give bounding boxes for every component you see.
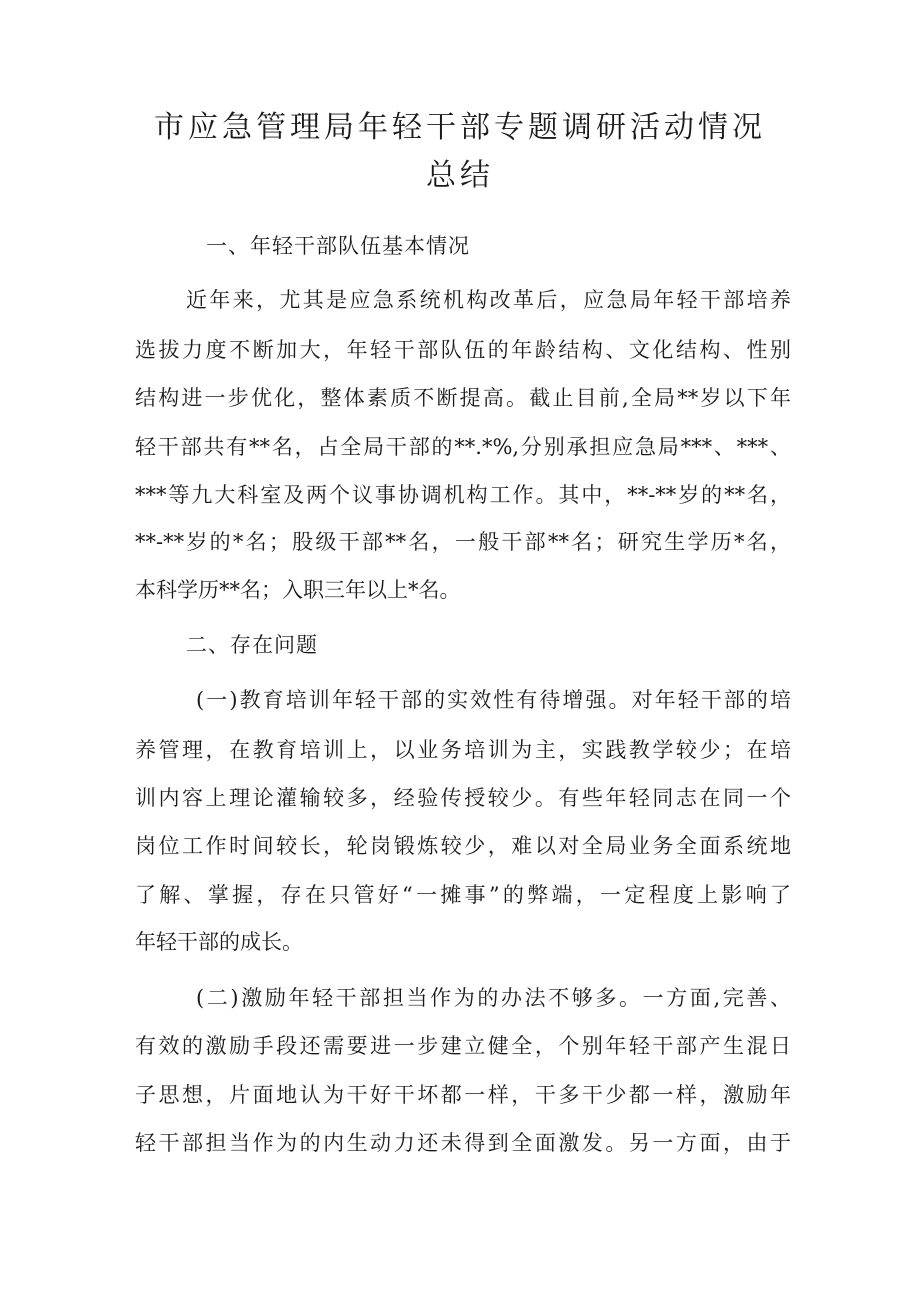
- section-1-line: **-**岁的*名；股级干部**名，一般干部**名；研究生学历*名，: [135, 530, 791, 554]
- section-2-heading: 二、存在问题: [186, 633, 318, 657]
- document-title-line-1: 市应急管理局年轻干部专题调研活动情况: [154, 110, 766, 145]
- section-1-line: 轻干部共有**名，占全局干部的**.*%,分别承担应急局***、***、: [135, 435, 791, 459]
- section-2-item-2-line: 子思想，片面地认为干好干坏都一样，干多干少都一样，激励年: [135, 1083, 791, 1107]
- section-2-item-1-line: 训内容上理论灌输较多，经验传授较少。有些年轻同志在同一个: [135, 786, 791, 810]
- section-2-item-1-line: (一)教育培训年轻干部的实效性有待增强。对年轻干部的培: [196, 688, 791, 712]
- section-1-line: 本科学历**名；入职三年以上*名。: [135, 578, 461, 602]
- section-2-item-1-line: 年轻干部的成长。: [135, 930, 303, 954]
- section-2-item-2-line: 轻干部担当作为的内生动力还未得到全面激发。另一方面，由于: [135, 1131, 791, 1155]
- section-1-line: 结构进一步优化，整体素质不断提高。截止目前,全局**岁以下年: [135, 386, 791, 410]
- document-title-line-2: 总结: [426, 158, 494, 193]
- section-2-item-2-line: 有效的激励手段还需要进一步建立健全，个别年轻干部产生混日: [135, 1034, 791, 1058]
- section-1-line: 近年来，尤其是应急系统机构改革后，应急局年轻干部培养: [186, 288, 791, 312]
- section-2-item-2-line: (二)激励年轻干部担当作为的办法不够多。一方面,完善、: [196, 986, 791, 1010]
- section-1-heading: 一、年轻干部队伍基本情况: [206, 234, 470, 258]
- section-2-item-1-line: 养管理，在教育培训上，以业务培训为主，实践教学较少；在培: [135, 738, 791, 762]
- section-1-line: ***等九大科室及两个议事协调机构工作。其中，**-**岁的**名，: [135, 483, 791, 507]
- section-1-line: 选拔力度不断加大，年轻干部队伍的年龄结构、文化结构、性别: [135, 338, 791, 362]
- section-2-item-1-line: 了解、掌握，存在只管好“一摊事”的弊端，一定程度上影响了: [135, 883, 791, 907]
- section-2-item-1-line: 岗位工作时间较长，轮岗锻炼较少，难以对全局业务全面系统地: [135, 834, 791, 858]
